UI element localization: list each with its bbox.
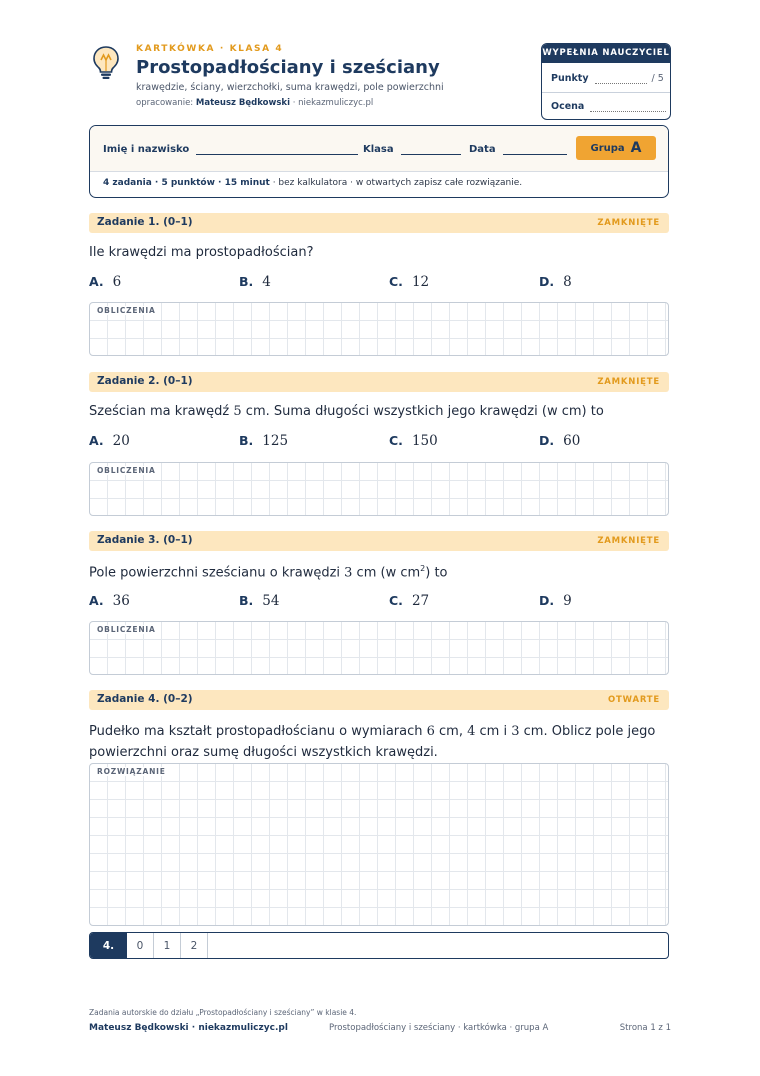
footer-center: Prostopadłościany i sześciany · kartkówka · grupa A [329, 1023, 549, 1033]
lightbulb-icon [90, 44, 122, 80]
answer-value: 12 [411, 274, 430, 290]
task-4-work-area[interactable] [89, 763, 669, 926]
task-1-title: Zadanie 1. (0–1) [97, 216, 193, 228]
answer-value: 150 [411, 433, 438, 449]
footer-page-number: Strona 1 z 1 [619, 1023, 671, 1033]
points-max: / 5 [651, 73, 664, 84]
answer-letter: C. [389, 274, 403, 289]
answer-letter: A. [89, 433, 104, 448]
task-1-answer-b[interactable] [239, 274, 271, 290]
test-summary [103, 178, 522, 188]
student-info-fields [90, 126, 668, 172]
page-subtitle: krawędzie, ściany, wierzchołki, suma krawędzi, pole powierzchni [136, 82, 444, 93]
question-text: Sześcian ma krawędź [89, 404, 234, 419]
question-number: 5 [233, 404, 242, 419]
answer-value: 8 [563, 274, 572, 290]
answer-value: 27 [411, 593, 430, 609]
test-summary-rest: · bez kalkulatora · w otwartych zapisz całe rozwiązanie. [269, 178, 523, 188]
group-label: Grupa [590, 142, 625, 154]
task-1-work-area[interactable] [89, 302, 669, 356]
class-label: Klasa [363, 144, 394, 155]
score-task-number: 4. [90, 933, 127, 958]
kicker: KARTKÓWKA · KLASA 4 [136, 44, 284, 54]
grade-label: Ocena [551, 101, 585, 112]
author-site: · niekazmuliczyc.pl [290, 98, 374, 108]
question-number: 4 [467, 724, 476, 739]
author-line [136, 98, 373, 108]
grade-row [551, 101, 666, 112]
task-4-score-bar [89, 932, 669, 959]
author-prefix: opracowanie: [136, 98, 196, 108]
answer-value: 4 [262, 274, 271, 290]
task-3-title: Zadanie 3. (0–1) [97, 534, 193, 546]
task-1-question: Ile krawędzi ma prostopadłościan? [89, 245, 314, 260]
date-field-group [469, 144, 567, 155]
task-3-answer-c[interactable] [389, 593, 429, 609]
question-number: 3 [511, 724, 520, 739]
task-2-answer-a[interactable] [89, 433, 130, 449]
grade-field[interactable] [590, 103, 666, 112]
score-option-2[interactable]: 2 [181, 933, 208, 958]
task-4-question [89, 721, 669, 763]
task-3-question [89, 564, 448, 580]
answer-letter: A. [89, 274, 104, 289]
answer-value: 20 [112, 433, 130, 449]
task-2-work-area[interactable] [89, 462, 669, 516]
task-3-answer-a[interactable] [89, 593, 130, 609]
name-label: Imię i nazwisko [103, 144, 190, 155]
teacher-box-heading: WYPEŁNIA NAUCZYCIEL [542, 44, 670, 63]
points-field[interactable] [595, 75, 647, 84]
task-3-type: ZAMKNIĘTE [597, 536, 660, 546]
work-area-label: OBLICZENIA [97, 306, 156, 315]
task-4-title: Zadanie 4. (0–2) [97, 693, 193, 705]
task-2-title: Zadanie 2. (0–1) [97, 375, 193, 387]
answer-letter: C. [389, 593, 403, 608]
name-field-group [103, 144, 358, 155]
task-4-header [89, 690, 669, 710]
work-area-label: ROZWIĄZANIE [97, 767, 166, 776]
class-field[interactable] [401, 145, 461, 155]
question-text: Pole powierzchni sześcianu o krawędzi [89, 565, 345, 581]
score-option-0[interactable]: 0 [127, 933, 154, 958]
task-3-answer-b[interactable] [239, 593, 279, 609]
answer-letter: B. [239, 433, 254, 448]
answer-letter: A. [89, 593, 104, 608]
task-2-answer-b[interactable] [239, 433, 288, 449]
test-summary-bold: 4 zadania · 5 punktów · 15 minut [103, 178, 270, 188]
task-2-answer-c[interactable] [389, 433, 438, 449]
task-4-type: OTWARTE [608, 695, 660, 705]
task-3-answer-d[interactable] [539, 593, 572, 609]
task-1-answer-c[interactable] [389, 274, 429, 290]
page-title: Prostopadłościany i sześciany [136, 57, 440, 78]
task-2-answer-d[interactable] [539, 433, 580, 449]
footer-note: Zadania autorskie do działu „Prostopadłościany i sześciany” w klasie 4. [89, 1008, 357, 1017]
answer-letter: C. [389, 433, 403, 448]
question-superscript: 2 [420, 564, 426, 573]
answer-value: 60 [563, 433, 581, 449]
question-number: 3 [344, 565, 353, 581]
group-value: A [630, 140, 642, 156]
answer-letter: D. [539, 433, 555, 448]
points-label: Punkty [551, 73, 589, 84]
class-field-group [363, 144, 461, 155]
group-badge [576, 136, 656, 160]
date-field[interactable] [503, 145, 567, 155]
answer-letter: B. [239, 274, 254, 289]
footer-author: Mateusz Będkowski · niekazmuliczyc.pl [89, 1023, 288, 1033]
question-text: cm. Suma długości wszystkich jego krawędzi (w cm) to [241, 404, 604, 419]
question-text: ) to [425, 565, 448, 581]
question-text: cm i [475, 724, 512, 739]
date-label: Data [469, 144, 496, 155]
answer-letter: B. [239, 593, 254, 608]
work-area-label: OBLICZENIA [97, 466, 156, 475]
task-1-answer-a[interactable] [89, 274, 121, 290]
answer-value: 36 [112, 593, 130, 609]
question-number: 6 [426, 724, 435, 739]
task-1-type: ZAMKNIĘTE [597, 218, 660, 228]
author-name: Mateusz Będkowski [195, 98, 291, 108]
answer-value: 9 [563, 593, 572, 609]
task-3-header [89, 531, 669, 551]
answer-value: 125 [262, 433, 289, 449]
student-info-box [89, 125, 669, 198]
answer-letter: D. [539, 274, 555, 289]
task-2-question [89, 404, 604, 419]
task-2-type: ZAMKNIĘTE [597, 377, 660, 387]
teacher-box-divider [542, 92, 670, 93]
task-1-header [89, 213, 669, 233]
score-option-1[interactable]: 1 [154, 933, 181, 958]
question-text: cm. Oblicz pole jego powierzchni oraz sumę długości wszystkich krawędzi. [89, 724, 656, 760]
answer-value: 6 [112, 274, 122, 290]
work-area-label: OBLICZENIA [97, 625, 156, 634]
points-row [551, 73, 664, 84]
teacher-box [541, 43, 671, 120]
task-1-answer-d[interactable] [539, 274, 572, 290]
name-field[interactable] [196, 145, 358, 155]
answer-value: 54 [262, 593, 280, 609]
task-3-work-area[interactable] [89, 621, 669, 675]
task-2-header [89, 372, 669, 392]
question-text: cm, [434, 724, 468, 739]
answer-letter: D. [539, 593, 555, 608]
question-text: Pudełko ma kształt prostopadłościanu o wymiarach [89, 724, 427, 739]
question-text: cm (w cm [352, 565, 421, 581]
